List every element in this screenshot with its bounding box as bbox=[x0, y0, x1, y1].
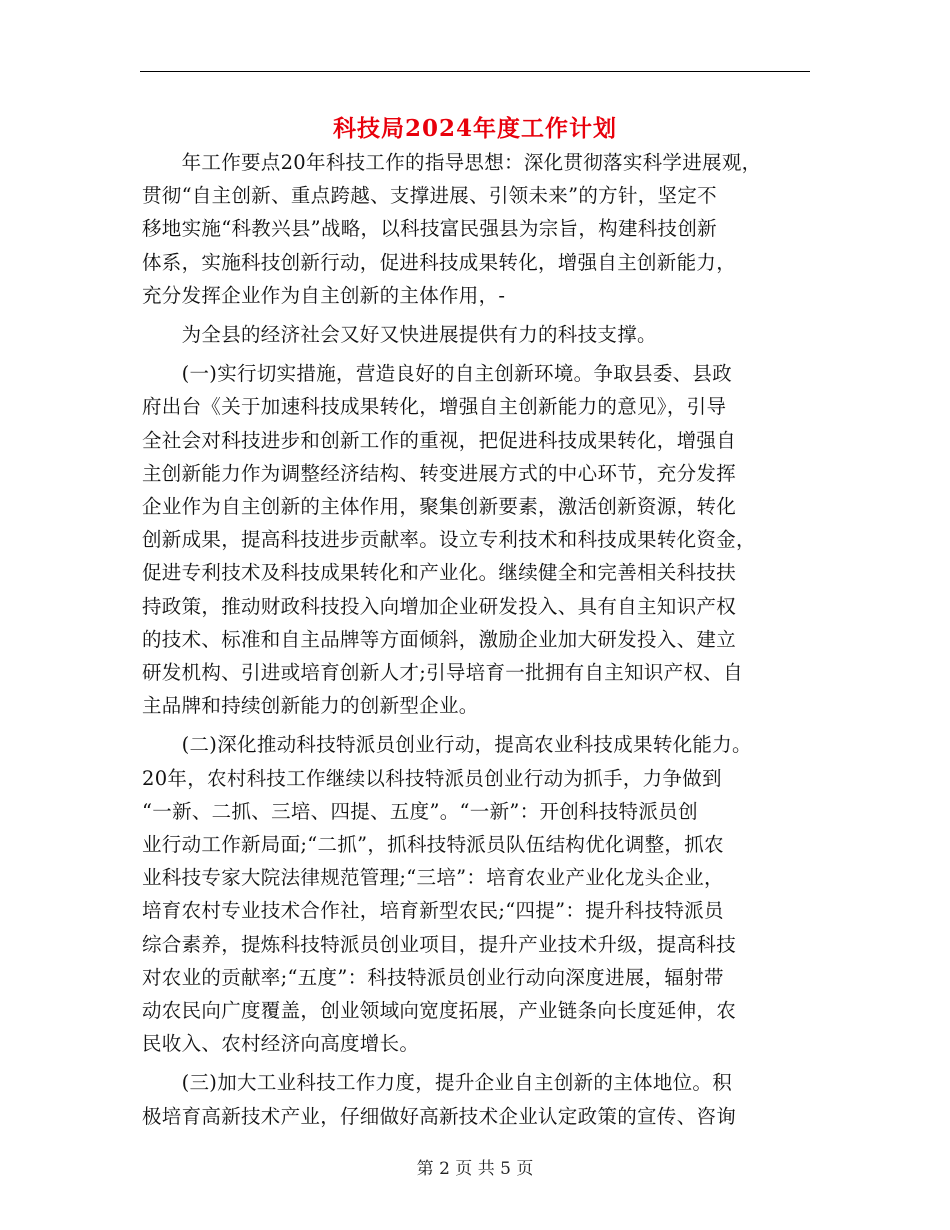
body-line: (二)深化推动科技特派员创业行动，提高农业科技成果转化能力。 bbox=[142, 733, 752, 757]
body-line: 的技术、标准和自主品牌等方面倾斜，激励企业加大研发投入、建立 bbox=[142, 627, 737, 651]
body-line: 贯彻“自主创新、重点跨越、支撑进展、引领未来”的方针，坚定不 bbox=[142, 184, 717, 208]
body-line: 极培育高新技术产业，仔细做好高新技术企业认定政策的宣传、咨询 bbox=[142, 1104, 737, 1128]
body-line: 移地实施“科教兴县”战略，以科技富民强县为宗旨，构建科技创新 bbox=[142, 217, 717, 241]
body-line: “一新、二抓、三培、四提、五度”。“一新”：开创科技特派员创 bbox=[142, 799, 698, 823]
body-line: 培育农村专业技术合作社，培育新型农民;“四提”：提升科技特派员 bbox=[142, 899, 724, 923]
body-line: 综合素养，提炼科技特派员创业项目，提升产业技术升级，提高科技 bbox=[142, 932, 737, 956]
body-line: 充分发挥企业作为自主创新的主体作用，- bbox=[142, 283, 506, 307]
body-line: 研发机构、引进或培育创新人才;引导培育一批拥有自主知识产权、自 bbox=[142, 661, 743, 684]
page-number: 第 2 页 共 5 页 bbox=[416, 1159, 534, 1179]
body-line: (一)实行切实措施，营造良好的自主创新环境。争取县委、县政 bbox=[142, 362, 733, 386]
body-line: 创新成果，提高科技进步贡献率。设立专利技术和科技成果转化资金， bbox=[142, 528, 756, 552]
body-line: 持政策，推动财政科技投入向增加企业研发投入、具有自主知识产权 bbox=[142, 594, 737, 618]
body-line: (三)加大工业科技工作力度，提升企业自主创新的主体地位。积 bbox=[142, 1071, 733, 1095]
body-line: 民收入、农村经济向高度增长。 bbox=[142, 1032, 420, 1056]
document-title: 科技局2024年度工作计划 bbox=[332, 115, 617, 142]
body-line: 业行动工作新局面;“二抓”，抓科技特派员队伍结构优化调整，抓农 bbox=[142, 833, 724, 856]
body-line: 全社会对科技进步和创新工作的重视，把促进科技成果转化，增强自 bbox=[142, 428, 737, 452]
body-line: 动农民向广度覆盖，创业领域向宽度拓展，产业链条向长度延伸，农 bbox=[142, 999, 737, 1022]
header-rule bbox=[140, 71, 810, 72]
body-line: 主品牌和持续创新能力的创新型企业。 bbox=[142, 694, 479, 718]
body-line: 企业作为自主创新的主体作用，聚集创新要素，激活创新资源，转化 bbox=[142, 495, 737, 518]
body-line: 业科技专家大院法律规范管理;“三培”：培育农业产业化龙头企业， bbox=[142, 866, 724, 890]
body-line: 对农业的贡献率;“五度”：科技特派员创业行动向深度进展，辐射带 bbox=[142, 965, 724, 989]
body-line: 促进专利技术及科技成果转化和产业化。继续健全和完善相关科技扶 bbox=[142, 561, 737, 585]
body-line: 为全县的经济社会又好又快进展提供有力的科技支撑。 bbox=[142, 323, 657, 346]
body-line: 府出台《关于加速科技成果转化，增强自主创新能力的意见》，引导 bbox=[142, 395, 727, 419]
body-line: 主创新能力作为调整经济结构、转变进展方式的中心环节，充分发挥 bbox=[142, 461, 737, 485]
body-line: 年工作要点20年科技工作的指导思想：深化贯彻落实科学进展观， bbox=[142, 151, 762, 174]
body-line: 20年，农村科技工作继续以科技特派员创业行动为抓手，力争做到 bbox=[142, 766, 722, 790]
body-line: 体系，实施科技创新行动，促进科技成果转化，增强自主创新能力， bbox=[142, 250, 737, 274]
